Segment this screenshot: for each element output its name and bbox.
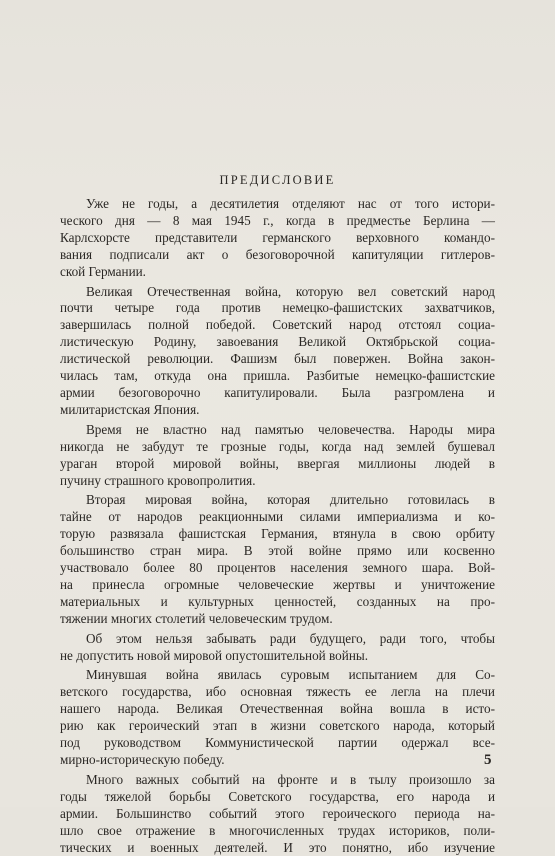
- text-line: никогда не забудут те грозные годы, когда над землей бушевал: [60, 438, 495, 454]
- text-line: на принесла огромные человеческие жертвы и уничтожение: [60, 576, 495, 592]
- text-line: Об этом нельзя забывать ради будущего, ради того, чтобы: [86, 630, 495, 646]
- text-line: тяжении многих столетий человеческим трудом.: [60, 610, 333, 626]
- text-line: торую развязала фашистская Германия, втянула в свою орбиту: [60, 526, 495, 542]
- text-line: Время не властно над памятью человечества. Народы мира: [86, 421, 495, 437]
- text-line: ветского государства, ибо основная тяжесть ее легла на плечи: [60, 684, 495, 700]
- paragraph: [60, 284, 495, 419]
- paragraph: [60, 196, 495, 281]
- text-line: под руководством Коммунистической партии одержал все-: [60, 735, 495, 751]
- text-line: мирно-историческую победу.: [60, 752, 225, 767]
- text-line: армии. Большинство событий этого героического периода на-: [60, 805, 495, 821]
- text-line: Вторая мировая война, которая длительно готовилась в: [86, 492, 495, 508]
- text-line: чилась там, откуда она пришла. Разбитые немецко-фашистские: [60, 368, 495, 384]
- text-line: завершилась полной победой. Советский народ отстоял социа-: [60, 317, 495, 333]
- text-line: рию как героический этап в жизни советского народа, который: [60, 718, 495, 734]
- text-line: Много важных событий на фронте и в тылу произошло за: [86, 771, 495, 787]
- text-line: участвовало более 80 процентов населения земного шара. Вой-: [60, 560, 495, 576]
- text-line: пучину страшного кровопролития.: [60, 472, 256, 488]
- text-line: Уже не годы, а десятилетия отделяют нас от того истори-: [86, 196, 495, 211]
- paragraph: [60, 492, 495, 627]
- text-line: большинство стран мира. В этой войне прямо или косвенно: [60, 543, 495, 559]
- text-line: тайне от народов реакционными силами империализма и ко-: [60, 509, 495, 525]
- text-line: ской Германии.: [60, 263, 146, 279]
- text-line: листическую Родину, завоевания Великой Октябрьской социа-: [60, 334, 495, 350]
- text-line: ураган второй мировой войны, ввергая миллионы людей в: [60, 455, 495, 471]
- text-line: Карлсхорсте представители германского верховного командо-: [60, 229, 495, 245]
- page-number: 5: [484, 752, 492, 768]
- paragraph: [60, 772, 495, 856]
- text-line: годы тяжелой борьбы Советского государства, его народа и: [60, 788, 495, 804]
- page-title: ПРЕДИСЛОВИЕ: [219, 173, 336, 187]
- text-line: не допустить новой мировой опустошительной войны.: [60, 647, 369, 663]
- paragraph: [60, 631, 495, 665]
- text-line: почти четыре года против немецко-фашистских захватчиков,: [60, 300, 495, 316]
- text-line: шло свое отражение в многочисленных трудах историков, поли-: [60, 822, 495, 838]
- text-line: ческого дня — 8 мая 1945 г., когда в предместье Берлина —: [60, 212, 495, 228]
- text-line: тических и военных деятелей. И это понятно, ибо изучение: [60, 839, 495, 855]
- text-line: материальных и культурных ценностей, созданных на про-: [60, 593, 495, 609]
- text-line: армии безоговорочно капитулировали. Была разгромлена и: [60, 384, 495, 400]
- text-line: милитаристская Япония.: [60, 401, 200, 417]
- paragraph: [60, 422, 495, 490]
- paragraph: [60, 667, 495, 768]
- text-line: Минувшая война явилась суровым испытанием для Со-: [86, 667, 495, 683]
- body-text: [60, 196, 495, 856]
- text-line: листической революции. Фашизм был повержен. Война закон-: [60, 351, 495, 367]
- text-line: Великая Отечественная война, которую вел советский народ: [86, 283, 495, 299]
- text-line: нашего народа. Великая Отечественная война вошла в исто-: [60, 701, 495, 717]
- text-line: вания подписали акт о безоговорочной капитуляции гитлеров-: [60, 246, 495, 262]
